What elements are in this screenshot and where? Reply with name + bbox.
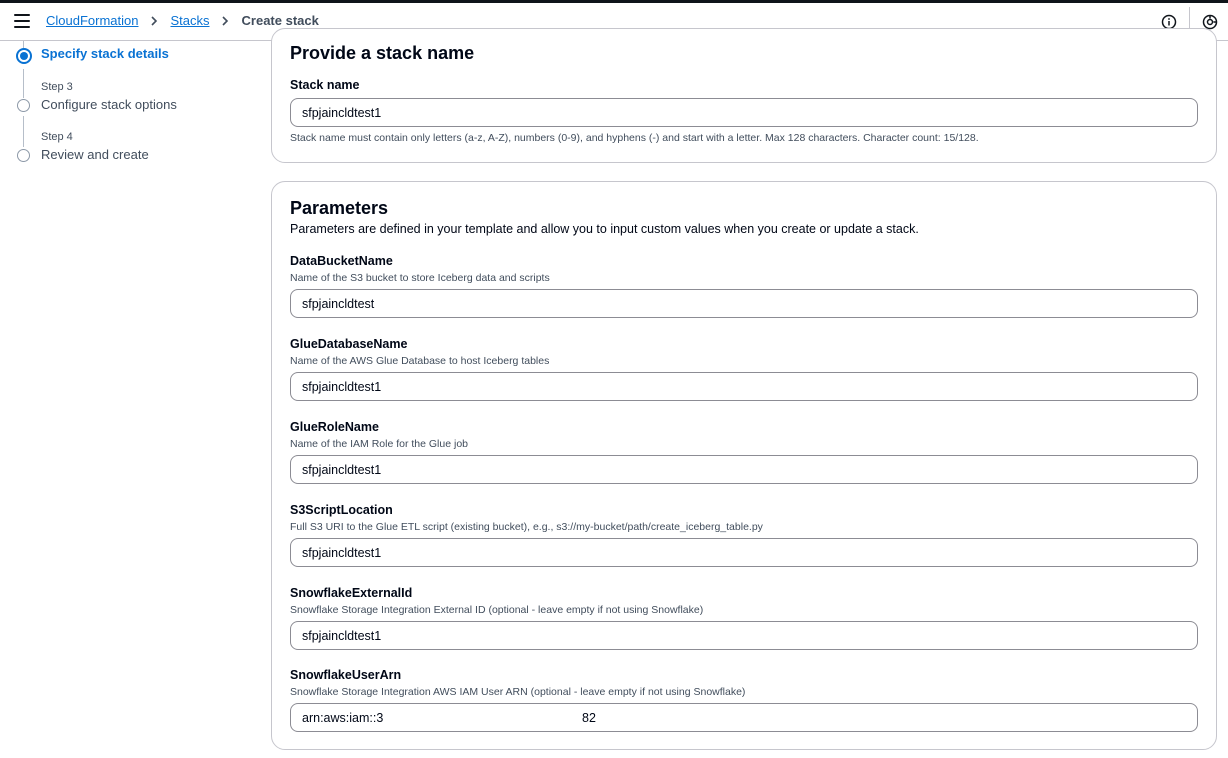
chevron-right-icon	[220, 16, 230, 26]
redacted-region	[386, 707, 582, 728]
wizard-step-specify-stack-details[interactable]: Specify stack details	[41, 46, 169, 61]
wizard-navigation	[0, 41, 255, 758]
step-connector	[23, 69, 24, 98]
step-indicator	[17, 99, 30, 112]
chevron-right-icon	[149, 16, 159, 26]
arn-value-suffix: 82	[582, 711, 596, 725]
field-description: Name of the IAM Role for the Glue job	[290, 438, 469, 450]
step-number: Step 4	[41, 131, 73, 143]
panel-description: Parameters are defined in your template and allow you to input custom values when you create or update a stack.	[290, 222, 919, 236]
stack-name-input[interactable]	[290, 98, 1198, 127]
glue-database-name-input[interactable]	[290, 372, 1198, 401]
step-connector	[23, 116, 24, 147]
breadcrumb	[46, 13, 319, 29]
breadcrumb-cloudformation[interactable]: CloudFormation	[46, 13, 139, 28]
wizard-step-configure-stack-options[interactable]: Configure stack options	[41, 97, 177, 112]
step-indicator-active	[16, 48, 32, 64]
wizard-step-review-and-create[interactable]: Review and create	[41, 147, 149, 162]
field-description: Name of the AWS Glue Database to host Iceberg tables	[290, 355, 550, 367]
menu-icon[interactable]	[14, 14, 30, 28]
step-indicator	[17, 149, 30, 162]
field-label: GlueDatabaseName	[290, 337, 408, 351]
parameters-panel	[271, 181, 1217, 750]
field-label: Stack name	[290, 78, 360, 92]
constraint-text: Stack name must contain only letters (a-z, A-Z), numbers (0-9), and hyphens (-) and start with a letter. Max 128 characters. Character count: 15/128.	[290, 132, 979, 144]
field-label: DataBucketName	[290, 254, 393, 268]
panel-title: Parameters	[290, 198, 389, 218]
snowflake-external-id-input[interactable]	[290, 621, 1198, 650]
field-label: GlueRoleName	[290, 420, 379, 434]
step-connector	[23, 41, 24, 48]
data-bucket-name-input[interactable]	[290, 289, 1198, 318]
field-label: S3ScriptLocation	[290, 503, 393, 517]
s3-script-location-input[interactable]	[290, 538, 1198, 567]
field-label: SnowflakeExternalId	[290, 586, 413, 600]
field-description: Full S3 URI to the Glue ETL script (existing bucket), e.g., s3://my-bucket/path/create_iceberg_table.py	[290, 521, 763, 533]
field-description: Snowflake Storage Integration AWS IAM User ARN (optional - leave empty if not using Snowflake)	[290, 686, 746, 698]
breadcrumb-stacks[interactable]: Stacks	[170, 13, 210, 28]
field-description: Name of the S3 bucket to store Iceberg data and scripts	[290, 272, 550, 284]
stack-name-panel	[271, 28, 1217, 163]
field-description: Snowflake Storage Integration External ID (optional - leave empty if not using Snowflake)	[290, 604, 704, 616]
field-label: SnowflakeUserArn	[290, 668, 402, 682]
breadcrumb-create-stack: Create stack	[241, 13, 319, 28]
panel-title: Provide a stack name	[290, 43, 475, 63]
glue-role-name-input[interactable]	[290, 455, 1198, 484]
step-number: Step 3	[41, 81, 73, 93]
